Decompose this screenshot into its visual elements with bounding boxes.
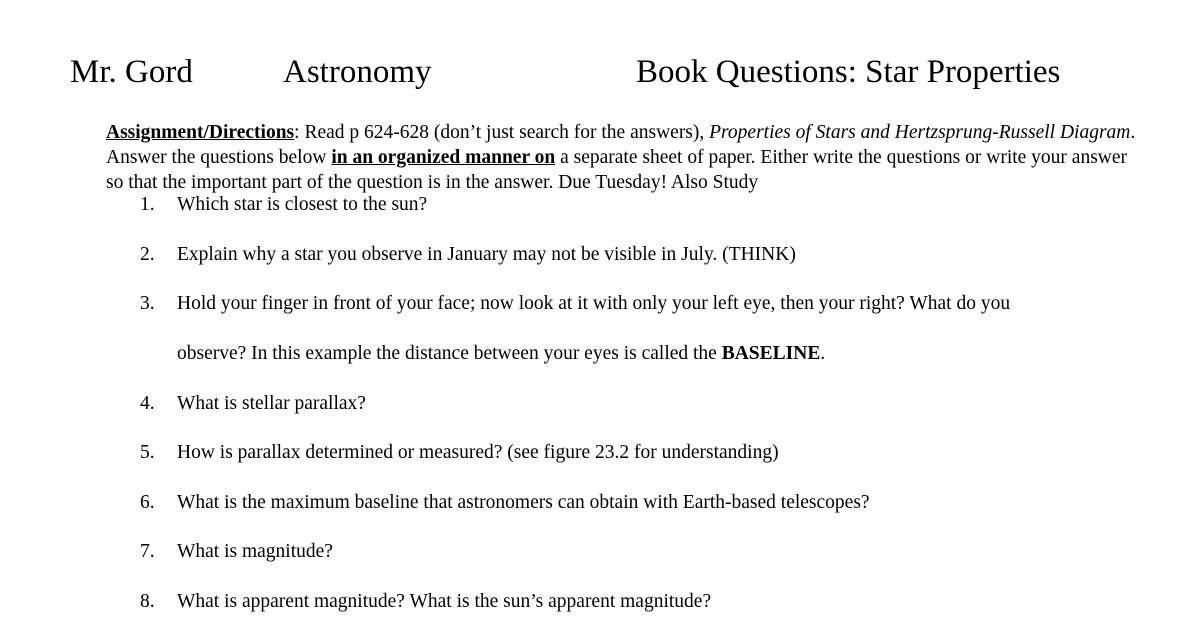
question-number: 7. bbox=[140, 541, 155, 562]
teacher-name: Mr. Gord bbox=[70, 54, 193, 90]
question-number: 6. bbox=[140, 492, 155, 513]
question-number: 1. bbox=[140, 194, 155, 215]
directions-emphasis: in an organized manner on bbox=[331, 147, 556, 168]
baseline-term: BASELINE bbox=[721, 343, 821, 364]
question-number: 4. bbox=[140, 393, 155, 414]
question-number: 2. bbox=[140, 244, 155, 265]
question-item bbox=[0, 591, 1200, 617]
question-text: Hold your finger in front of your face; now look at it with only your left eye, then your right? What do you bbox=[177, 293, 1011, 314]
question-item bbox=[0, 442, 1200, 468]
question-continuation-text: observe? In this example the distance between your eyes is called the bbox=[177, 343, 722, 364]
question-item bbox=[0, 244, 1200, 270]
directions-text-2: . Answer the questions below bbox=[106, 122, 1136, 168]
question-item bbox=[0, 541, 1200, 567]
question-text: What is magnitude? bbox=[177, 541, 333, 562]
question-text: Which star is closest to the sun? bbox=[177, 194, 428, 215]
question-text: How is parallax determined or measured? (see figure 23.2 for understanding) bbox=[177, 442, 779, 463]
question-item bbox=[0, 393, 1200, 419]
directions-text-3: a separate sheet of paper. Either write the questions or write your answer so that the important part of the question is in the answer. Due Tuesday! Also Study bbox=[106, 147, 1128, 193]
course-name: Astronomy bbox=[283, 54, 432, 90]
directions-reading-title: Properties of Stars and Hertzsprung-Russell Diagram bbox=[709, 122, 1131, 143]
question-number: 3. bbox=[140, 293, 155, 314]
question-text: What is apparent magnitude? What is the sun’s apparent magnitude? bbox=[177, 591, 712, 612]
document-title: Book Questions: Star Properties bbox=[636, 54, 1061, 90]
page-header bbox=[0, 54, 1200, 98]
question-item bbox=[0, 194, 1200, 220]
question-text: What is the maximum baseline that astronomers can obtain with Earth-based telescopes? bbox=[177, 492, 870, 513]
assignment-directions bbox=[106, 120, 1146, 195]
question-continuation bbox=[177, 343, 825, 365]
question-item bbox=[0, 293, 1200, 319]
question-item bbox=[0, 492, 1200, 518]
question-continuation-end: . bbox=[820, 343, 826, 364]
question-number: 8. bbox=[140, 591, 155, 612]
directions-label: Assignment/Directions bbox=[106, 122, 295, 143]
directions-text-1: Read p 624-628 (don’t just search for the answers), bbox=[304, 122, 710, 143]
question-text: What is stellar parallax? bbox=[177, 393, 366, 414]
question-number: 5. bbox=[140, 442, 155, 463]
directions-colon: : bbox=[294, 122, 305, 143]
question-text: Explain why a star you observe in January may not be visible in July. (THINK) bbox=[177, 244, 796, 265]
